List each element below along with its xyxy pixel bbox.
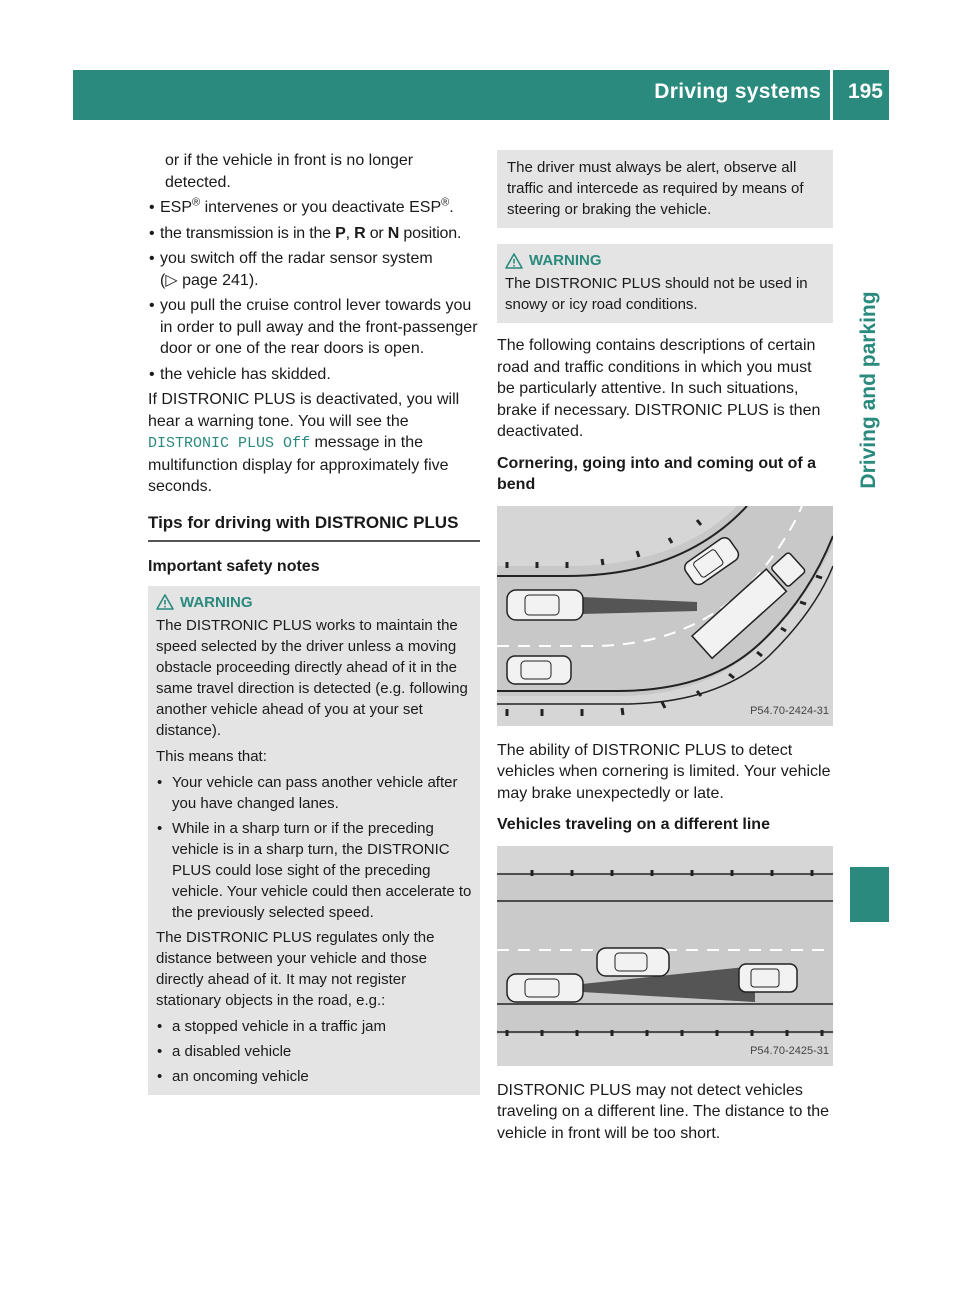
warning-label: WARNING (180, 593, 253, 611)
figure-different-line (497, 846, 833, 1066)
warning-bullet: • a stopped vehicle in a traffic jam (156, 1016, 472, 1037)
figure-reference: P54.70-2424-31 (750, 705, 829, 717)
bullet-esp (148, 197, 480, 219)
gear-p: P (335, 224, 346, 242)
esp-text-end: . (449, 199, 454, 216)
bullet-lever: • you pull the cruise control lever towards you in order to pull away and the front-passenger door or one of the rear doors is open. (148, 295, 480, 360)
page-reference: (▷ page 241). (160, 271, 259, 289)
warning-bullet: • a disabled vehicle (156, 1041, 472, 1062)
warning-header (505, 250, 825, 271)
warning-text: The DISTRONIC PLUS regulates only the distance between your vehicle and those directly ahead of it. It may not register stationary objects in the road, e.g.: (156, 928, 435, 1009)
warning-bullet: • an oncoming vehicle (156, 1066, 472, 1087)
paragraph-following: The following contains descriptions of certain road and traffic conditions in which you must be particularly attentive. In such situations, brake if necessary. DISTRONIC PLUS is then deactivated. (497, 337, 821, 440)
warning-bullet: • Your vehicle can pass another vehicle after you have changed lanes. (156, 772, 472, 814)
warning-triangle-icon (156, 594, 174, 610)
page-header (73, 70, 889, 120)
deactivation-text-end: message in the multifunction display for approximately five seconds. (148, 434, 449, 495)
bullet-transmission (148, 223, 480, 245)
bullet-continuation: or if the vehicle in front is no longer detected. (165, 152, 414, 191)
bullet-skid: • the vehicle has skidded. (148, 364, 480, 386)
or-text: or (365, 224, 388, 242)
side-tab-label: Driving and parking (857, 291, 880, 489)
header-title: Driving systems (654, 80, 821, 103)
esp-text-mid: intervenes or you deactivate ESP (200, 199, 442, 216)
display-message: DISTRONIC PLUS Off (148, 435, 311, 452)
comma: , (345, 224, 355, 242)
left-column (148, 150, 480, 1095)
section-heading: Tips for driving with DISTRONIC PLUS (148, 512, 480, 543)
heading-different-line: Vehicles traveling on a different line (497, 816, 770, 833)
gear-n: N (387, 224, 400, 242)
side-tab (850, 140, 889, 640)
registered-mark: ® (441, 196, 450, 209)
right-column (497, 150, 833, 1148)
bullet-radar (148, 248, 480, 291)
side-tab-marker (850, 867, 889, 922)
warning-text: The DISTRONIC PLUS should not be used in snowy or icy road conditions. (505, 275, 808, 313)
transmission-end: position. (399, 224, 462, 242)
paragraph-different-line: DISTRONIC PLUS may not detect vehicles traveling on a different line. The distance to the vehicle in front will be too short. (497, 1081, 830, 1142)
registered-mark: ® (192, 196, 201, 209)
figure-reference: P54.70-2425-31 (750, 1045, 829, 1057)
gear-r: R (354, 224, 366, 242)
heading-cornering: Cornering, going into and coming out of a bend (497, 454, 817, 493)
different-line-illustration (497, 846, 833, 1066)
cornering-illustration (497, 506, 833, 726)
warning-box (497, 244, 833, 323)
transmission-text: the transmission is in the (160, 224, 336, 242)
warning-header (156, 592, 472, 613)
radar-text: you switch off the radar sensor system (160, 250, 433, 267)
page-number: 195 (847, 80, 883, 103)
esp-text: ESP (160, 199, 193, 216)
deactivation-paragraph (148, 389, 480, 498)
warning-label: WARNING (529, 252, 602, 269)
info-box: The driver must always be alert, observe all traffic and intercede as required by means of steering or braking the vehicle. (497, 150, 833, 228)
paragraph-cornering: The ability of DISTRONIC PLUS to detect vehicles when cornering is limited. Your vehicle may brake unexpectedly or late. (497, 741, 831, 802)
warning-triangle-icon (505, 253, 523, 269)
deactivation-text: If DISTRONIC PLUS is deactivated, you will hear a warning tone. You will see the (148, 391, 460, 430)
warning-bullet: • While in a sharp turn or if the preceding vehicle is in a sharp turn, the DISTRONIC PLUS could lose sight of the preceding vehicle. Your vehicle could then accelerate to the previously selected speed. (156, 818, 472, 923)
subsection-heading: Important safety notes (148, 558, 320, 575)
header-separator (830, 70, 833, 120)
warning-text: This means that: (156, 747, 267, 765)
warning-box (148, 586, 480, 1095)
figure-cornering (497, 506, 833, 726)
warning-text: The DISTRONIC PLUS works to maintain the speed selected by the driver unless a moving obstacle proceeding directly ahead of it in the same travel direction is detected (e.g. following another vehicle ahead of you at your set distance). (156, 616, 468, 739)
